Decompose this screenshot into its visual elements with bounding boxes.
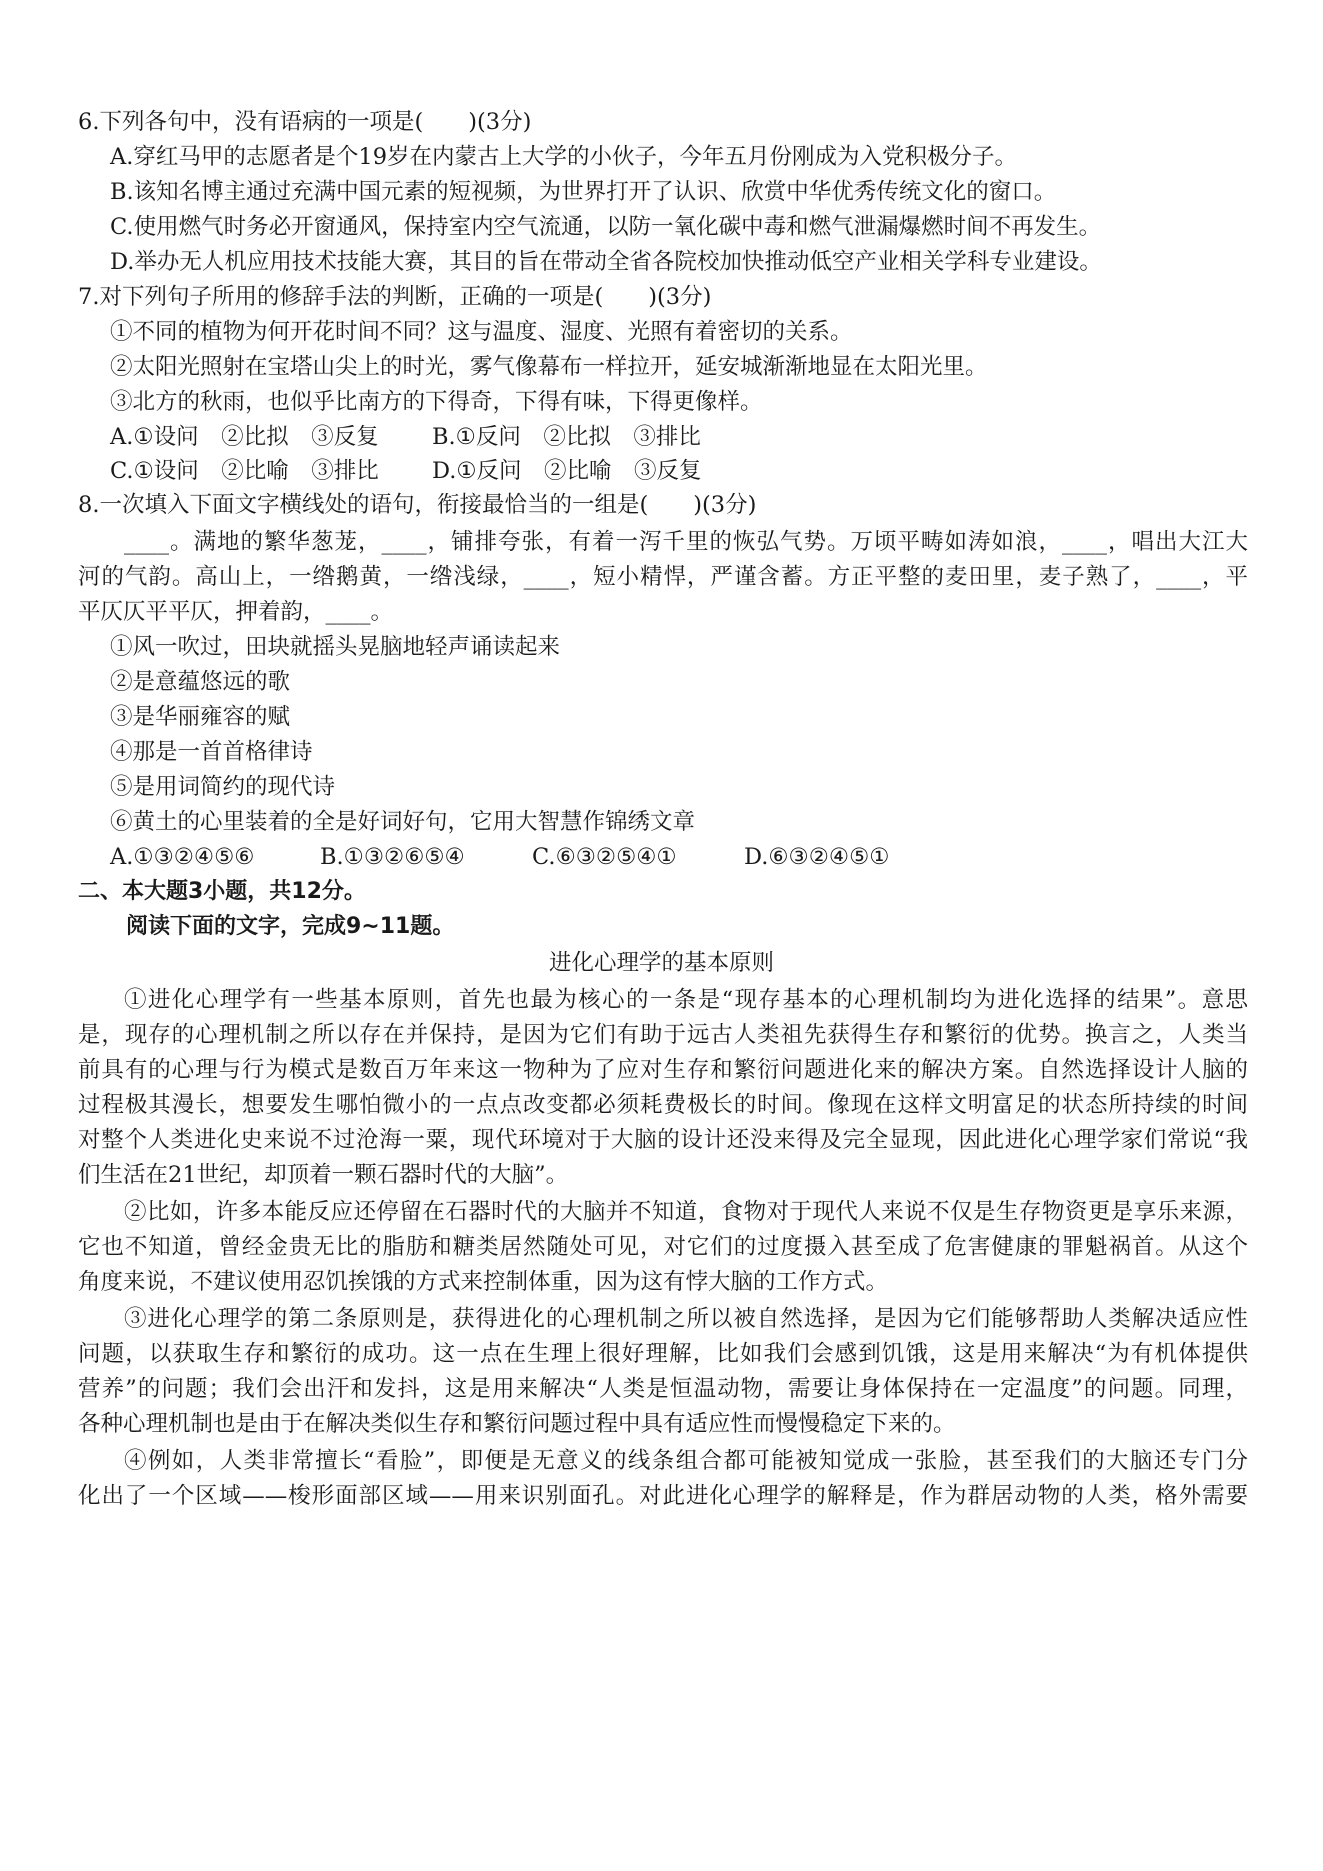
q8-item-6: ⑥黄土的心里装着的全是好词好句，它用大智慧作锦绣文章 (110, 809, 696, 835)
q8-stem: 8.一次填入下面文字横线处的语句，衔接最恰当的一组是( )(3分) (78, 492, 757, 518)
paragraph-2-line-3: 角度来说，不建议使用忍饥挨饿的方式来控制体重，因为这有悖大脑的工作方式。 (78, 1269, 889, 1295)
q7-sentence-3: ③北方的秋雨，也似乎比南方的下得奇，下得有味，下得更像样。 (110, 389, 763, 415)
paragraph-1-line-2: 是，现存的心理机制之所以存在并保持，是因为它们有助于远古人类祖先获得生存和繁衍的优势。换言之，人类当 (78, 1022, 1248, 1048)
paragraph-1-line-5: 对整个人类进化史来说不过沧海一粟，现代环境对于大脑的设计还没来得及完全显现，因此进化心理学家们常说“我 (78, 1127, 1248, 1153)
q7-sentence-1: ①不同的植物为何开花时间不同？这与温度、湿度、光照有着密切的关系。 (110, 319, 853, 345)
paragraph-1-line-4: 过程极其漫长，想要发生哪怕微小的一点点改变都必须耗费极长的时间。像现在这样文明富足的状态所持续的时间 (78, 1092, 1248, 1118)
paragraph-4-line-1: ④例如，人类非常擅长“看脸”，即便是无意义的线条组合都可能被知觉成一张脸，甚至我们的大脑还专门分 (124, 1448, 1248, 1474)
paragraph-1-line-1: ①进化心理学有一些基本原则，首先也最为核心的一条是“现存基本的心理机制均为进化选择的结果”。意思 (124, 987, 1248, 1013)
reading-instruction: 阅读下面的文字，完成9~11题。 (126, 914, 455, 939)
q6-option-b: B.该知名博主通过充满中国元素的短视频，为世界打开了认识、欣赏中华优秀传统文化的窗口。 (110, 179, 1057, 205)
q6-stem: 6.下列各句中，没有语病的一项是( )(3分) (78, 109, 532, 135)
paragraph-1-line-6: 们生活在21世纪，却顶着一颗石器时代的大脑”。 (78, 1162, 569, 1188)
q7-option-d: D.①反问 ②比喻 ③反复 (432, 458, 702, 484)
q8-options-row (110, 842, 889, 872)
q7-options-row-2 (110, 456, 702, 486)
paragraph-1-line-3: 前具有的心理与行为模式是数百万年来这一物种为了应对生存和繁衍问题进化来的解决方案。自然选择设计人脑的 (78, 1057, 1248, 1083)
q8-option-d: D.⑥③②④⑤① (744, 844, 890, 870)
paragraph-2-line-2: 它也不知道，曾经金贵无比的脂肪和糖类居然随处可见，对它们的过度摄入甚至成了危害健康的罪魁祸首。从这个 (78, 1234, 1248, 1260)
article-title: 进化心理学的基本原则 (548, 950, 774, 976)
q8-item-1: ①风一吹过，田块就摇头晃脑地轻声诵读起来 (110, 634, 561, 660)
q6-option-d: D.举办无人机应用技术技能大赛，其目的旨在带动全省各院校加快推动低空产业相关学科专业建设。 (110, 249, 1102, 275)
paragraph-2-line-1: ②比如，许多本能反应还停留在石器时代的大脑并不知道，食物对于现代人来说不仅是生存物资更是享乐来源， (124, 1199, 1248, 1225)
section-heading: 二、本大题3小题，共12分。 (78, 879, 366, 904)
q8-item-4: ④那是一首首格律诗 (110, 739, 313, 765)
q7-stem: 7.对下列句子所用的修辞手法的判断，正确的一项是( )(3分) (78, 284, 712, 310)
q7-options-row-1 (110, 422, 701, 452)
q8-option-b: B.①③②⑥⑤④ (320, 844, 465, 870)
q7-option-b: B.①反问 ②比拟 ③排比 (432, 424, 701, 450)
paragraph-3-line-4: 各种心理机制也是由于在解决类似生存和繁衍问题过程中具有适应性而慢慢稳定下来的。 (78, 1411, 956, 1437)
q8-passage-line-3: 平仄仄平平仄，押着韵，____。 (78, 599, 394, 625)
paragraph-3-line-3: 营养”的问题；我们会出汗和发抖，这是用来解决“人类是恒温动物，需要让身体保持在一定温度”的问题。同理， (78, 1376, 1248, 1402)
paragraph-3-line-2: 问题，以获取生存和繁衍的成功。这一点在生理上很好理解，比如我们会感到饥饿，这是用来解决“为有机体提供 (78, 1341, 1248, 1367)
q8-item-5: ⑤是用词简约的现代诗 (110, 774, 336, 800)
q8-option-a: A.①③②④⑤⑥ (110, 844, 255, 870)
q8-item-3: ③是华丽雍容的赋 (110, 704, 291, 730)
q7-sentence-2: ②太阳光照射在宝塔山尖上的时光，雾气像幕布一样拉开，延安城渐渐地显在太阳光里。 (110, 354, 988, 380)
paragraph-4-line-2: 化出了一个区域——梭形面部区域——用来识别面孔。对此进化心理学的解释是，作为群居动物的人类，格外需要 (78, 1483, 1248, 1509)
q8-passage-line-2: 河的气韵。高山上，一绺鹅黄，一绺浅绿，____，短小精悍，严谨含蓄。方正平整的麦田里，麦子熟了，____，平 (78, 564, 1248, 590)
paragraph-3-line-1: ③进化心理学的第二条原则是，获得进化的心理机制之所以被自然选择，是因为它们能够帮助人类解决适应性 (124, 1306, 1248, 1332)
q8-passage-line-1: ____。满地的繁华葱茏，____，铺排夸张，有着一泻千里的恢弘气势。万顷平畴如涛如浪，____，唱出大江大 (124, 529, 1248, 555)
q7-option-a: A.①设问 ②比拟 ③反复 (110, 424, 379, 450)
q8-option-c: C.⑥③②⑤④① (532, 844, 677, 870)
q6-option-a: A.穿红马甲的志愿者是个19岁在内蒙古上大学的小伙子，今年五月份刚成为入党积极分子。 (110, 144, 1018, 170)
q7-option-c: C.①设问 ②比喻 ③排比 (110, 458, 379, 484)
q6-option-c: C.使用燃气时务必开窗通风，保持室内空气流通，以防一氧化碳中毒和燃气泄漏爆燃时间不再发生。 (110, 214, 1102, 240)
q8-item-2: ②是意蕴悠远的歌 (110, 669, 291, 695)
